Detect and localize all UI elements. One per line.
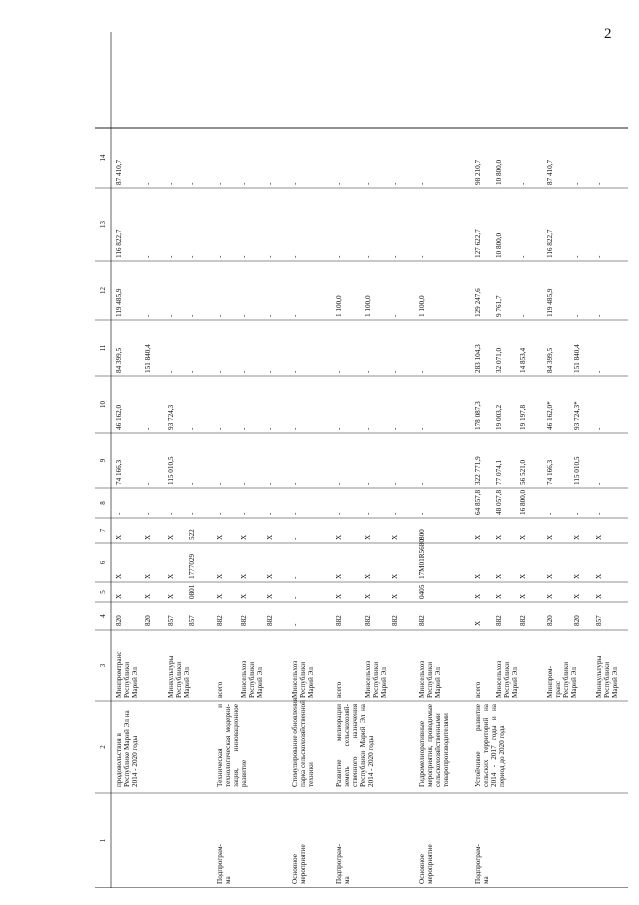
cell-col4: 857 bbox=[595, 615, 603, 626]
cell-col3: Минсельхоз Республики Марий Эл bbox=[240, 660, 265, 698]
cell-col14: - bbox=[167, 182, 175, 185]
cell-col7: X bbox=[519, 534, 527, 540]
cell-col11: - bbox=[188, 370, 196, 373]
cell-col7: X bbox=[115, 534, 123, 540]
cell-col14: 98 210,7 bbox=[474, 159, 482, 185]
column-number: 1 bbox=[99, 838, 107, 843]
cell-col6: X bbox=[216, 573, 224, 579]
cell-col2: Развитие мелиорации земель сельскохозяй-ственного назначения Республики Марий Эл на 2014 - 2020 годы bbox=[335, 704, 376, 787]
cell-col11: - bbox=[167, 370, 175, 373]
cell-col13: - bbox=[216, 255, 224, 258]
cell-col4: 882 bbox=[495, 615, 503, 626]
cell-col1: Основное мероприятие bbox=[291, 844, 308, 884]
cell-col9: - bbox=[364, 482, 372, 485]
cell-col9: 74 166,3 bbox=[546, 459, 554, 485]
cell-col8: - bbox=[335, 512, 343, 515]
cell-col6: X bbox=[546, 573, 554, 579]
column-number: 6 bbox=[99, 560, 107, 565]
cell-col7: X bbox=[167, 534, 175, 540]
cell-col7: X bbox=[573, 534, 581, 540]
cell-col4: 820 bbox=[546, 615, 554, 626]
cell-col6: X bbox=[573, 573, 581, 579]
column-number: 12 bbox=[99, 287, 107, 294]
cell-col2: Техническая и технологическая модерни-зация, инновационное развитие bbox=[216, 704, 249, 787]
cell-col9: 115 010,5 bbox=[573, 456, 581, 485]
cell-col5: X bbox=[266, 593, 274, 599]
cell-col9: 77 074,1 bbox=[495, 459, 503, 485]
cell-col4: 820 bbox=[115, 615, 123, 626]
cell-col8: - bbox=[364, 512, 372, 515]
column-number: 11 bbox=[99, 344, 107, 352]
cell-col11: - bbox=[216, 370, 224, 373]
cell-col12: - bbox=[391, 314, 399, 317]
cell-col4: 882 bbox=[335, 615, 343, 626]
cell-col11: 151 840,4 bbox=[144, 344, 152, 373]
cell-col8: 16 800,0 bbox=[519, 489, 527, 515]
cell-col12: 1 100,0 bbox=[335, 295, 343, 317]
cell-col5: X bbox=[335, 593, 343, 599]
cell-col13: - bbox=[418, 255, 426, 258]
cell-col5: X bbox=[115, 593, 123, 599]
cell-col9: - bbox=[240, 482, 248, 485]
cell-col2: Стимулирование обновления парка сельскохозяйственной техники bbox=[291, 697, 316, 787]
cell-col14: - bbox=[418, 182, 426, 185]
cell-col1: Подпрограм- ма bbox=[216, 844, 233, 884]
cell-col9: - bbox=[266, 482, 274, 485]
cell-col7: X bbox=[595, 534, 603, 540]
cell-col12: - bbox=[573, 314, 581, 317]
cell-col6: - bbox=[291, 576, 299, 579]
cell-col8: - bbox=[144, 512, 152, 515]
cell-col7: X bbox=[266, 534, 274, 540]
column-number: 5 bbox=[99, 590, 107, 594]
cell-col10: - bbox=[391, 427, 399, 430]
cell-col9: 56 521,0 bbox=[519, 459, 527, 485]
cell-col3: Минкультуры Республики Марий Эл bbox=[167, 655, 192, 698]
cell-col10: - bbox=[266, 427, 274, 430]
cell-col8: - bbox=[391, 512, 399, 515]
table-content bbox=[95, 32, 628, 888]
page-number: 2 bbox=[604, 26, 612, 42]
cell-col6: 1777029 bbox=[188, 553, 196, 579]
cell-col6: X bbox=[144, 573, 152, 579]
cell-col5: - bbox=[291, 596, 299, 599]
cell-col3: Минпромтранс Республики Марий Эл bbox=[115, 651, 140, 698]
cell-col12: 1 100,0 bbox=[418, 295, 426, 317]
cell-col12: 119 485,9 bbox=[115, 288, 123, 317]
cell-col9: - bbox=[595, 482, 603, 485]
cell-col3: Минсельхоз Республики Марий Эл bbox=[364, 660, 389, 698]
cell-col3: всего bbox=[474, 681, 482, 698]
cell-col14: 87 410,7 bbox=[115, 159, 123, 185]
cell-col14: - bbox=[188, 182, 196, 185]
cell-col12: 9 761,7 bbox=[495, 295, 503, 317]
cell-col10: 93 724,3 bbox=[167, 404, 175, 430]
cell-col5: X bbox=[595, 593, 603, 599]
cell-col12: - bbox=[519, 314, 527, 317]
cell-col8: - bbox=[291, 512, 299, 515]
cell-col9: - bbox=[291, 482, 299, 485]
cell-col11: - bbox=[418, 370, 426, 373]
cell-col5: X bbox=[546, 593, 554, 599]
cell-col10: 178 087,3 bbox=[474, 401, 482, 430]
cell-col4: X bbox=[474, 620, 482, 626]
cell-col6: X bbox=[519, 573, 527, 579]
cell-col13: - bbox=[573, 255, 581, 258]
cell-col6: X bbox=[167, 573, 175, 579]
cell-col5: X bbox=[495, 593, 503, 599]
cell-col5: 0405 bbox=[418, 584, 426, 599]
cell-col11: 283 104,3 bbox=[474, 344, 482, 373]
cell-col12: - bbox=[167, 314, 175, 317]
cell-col8: 64 857,8 bbox=[474, 489, 482, 515]
cell-col5: X bbox=[167, 593, 175, 599]
cell-col4: 857 bbox=[188, 615, 196, 626]
cell-col7: - bbox=[291, 537, 299, 540]
cell-col11: 151 840,4 bbox=[573, 344, 581, 373]
cell-col10: - bbox=[144, 427, 152, 430]
cell-col13: 116 822,7 bbox=[546, 229, 554, 258]
cell-col3: Минкультуры Республики Марий Эл bbox=[595, 655, 620, 698]
cell-col5: X bbox=[144, 593, 152, 599]
cell-col10: 19 197,8 bbox=[519, 404, 527, 430]
cell-col4: 882 bbox=[364, 615, 372, 626]
rotated-table bbox=[95, 32, 628, 888]
cell-col3: Минсельхоз Республики Марий Эл bbox=[418, 660, 443, 698]
cell-col5: 0801 bbox=[188, 584, 196, 599]
column-number: 9 bbox=[99, 458, 107, 463]
cell-col6: X bbox=[240, 573, 248, 579]
cell-col6: X bbox=[391, 573, 399, 579]
cell-col13: - bbox=[266, 255, 274, 258]
cell-col10: - bbox=[418, 427, 426, 430]
cell-col4: 882 bbox=[519, 615, 527, 626]
cell-col7: X bbox=[240, 534, 248, 540]
cell-col8: - bbox=[546, 512, 554, 515]
cell-col11: 84 399,5 bbox=[115, 347, 123, 373]
column-number: 4 bbox=[99, 614, 107, 618]
column-number: 3 bbox=[99, 663, 107, 668]
cell-col6: X bbox=[495, 573, 503, 579]
cell-col9: - bbox=[418, 482, 426, 485]
cell-col4: 820 bbox=[144, 615, 152, 626]
cell-col14: - bbox=[364, 182, 372, 185]
cell-col1: Подпрограм- ма bbox=[335, 844, 352, 884]
cell-col2: продовольствия в Республике Марий Эл на 2014 - 2020 годы bbox=[115, 710, 140, 787]
cell-col11: 14 853,4 bbox=[519, 347, 527, 373]
cell-col13: - bbox=[144, 255, 152, 258]
cell-col3: Минсельхоз Республики Марий Эл bbox=[495, 660, 520, 698]
cell-col13: 127 622,7 bbox=[474, 229, 482, 258]
cell-col2: Гидромелиоративные мероприятия, проводимые сельскохозяйственными товаропроизводителями bbox=[418, 704, 451, 787]
cell-col13: - bbox=[291, 255, 299, 258]
cell-col11: 84 399,5 bbox=[546, 347, 554, 373]
cell-col5: X bbox=[391, 593, 399, 599]
cell-col8: - bbox=[216, 512, 224, 515]
cell-col4: 882 bbox=[391, 615, 399, 626]
column-number: 10 bbox=[99, 401, 107, 408]
cell-col9: 322 771,9 bbox=[474, 456, 482, 485]
cell-col8: - bbox=[418, 512, 426, 515]
cell-col9: 115 010,5 bbox=[167, 456, 175, 485]
cell-col13: 10 800,0 bbox=[495, 232, 503, 258]
cell-col7: X bbox=[335, 534, 343, 540]
cell-col7: 522 bbox=[188, 529, 196, 540]
cell-col13: - bbox=[240, 255, 248, 258]
cell-col13: - bbox=[519, 255, 527, 258]
cell-col12: - bbox=[144, 314, 152, 317]
cell-col8: - bbox=[595, 512, 603, 515]
column-number: 8 bbox=[99, 501, 107, 505]
cell-col8: - bbox=[115, 512, 123, 515]
column-number: 14 bbox=[99, 154, 107, 162]
cell-col10: - bbox=[335, 427, 343, 430]
cell-col11: - bbox=[364, 370, 372, 373]
cell-col10: - bbox=[595, 427, 603, 430]
cell-col11: - bbox=[266, 370, 274, 373]
cell-col14: - bbox=[266, 182, 274, 185]
cell-col12: - bbox=[188, 314, 196, 317]
cell-col9: - bbox=[216, 482, 224, 485]
cell-col14: - bbox=[391, 182, 399, 185]
cell-col4: 882 bbox=[266, 615, 274, 626]
cell-col7: X bbox=[144, 534, 152, 540]
cell-col8: - bbox=[573, 512, 581, 515]
cell-col14: - bbox=[573, 182, 581, 185]
cell-col11: - bbox=[291, 370, 299, 373]
cell-col14: - bbox=[335, 182, 343, 185]
cell-col7: X bbox=[495, 534, 503, 540]
cell-col14: - bbox=[595, 182, 603, 185]
cell-col1: Подпрограм- ма bbox=[474, 844, 491, 884]
cell-col14: - bbox=[144, 182, 152, 185]
cell-col14: 87 410,7 bbox=[546, 159, 554, 185]
column-number: 2 bbox=[99, 745, 107, 749]
cell-col10: - bbox=[216, 427, 224, 430]
cell-col13: - bbox=[335, 255, 343, 258]
cell-col7: X bbox=[216, 534, 224, 540]
cell-col2: Устойчивое развитие сельских территорий на 2014 - 2017 годы и на период до 2020 года bbox=[474, 704, 507, 787]
cell-col8: - bbox=[266, 512, 274, 515]
cell-col5: X bbox=[519, 593, 527, 599]
cell-col14: 10 800,0 bbox=[495, 159, 503, 185]
cell-col5: X bbox=[474, 593, 482, 599]
cell-col1: Основное мероприятие bbox=[418, 844, 435, 884]
cell-col4: 820 bbox=[573, 615, 581, 626]
cell-col10: - bbox=[291, 427, 299, 430]
cell-col10: 19 003,2 bbox=[495, 404, 503, 430]
cell-col8: - bbox=[188, 512, 196, 515]
cell-col12: - bbox=[240, 314, 248, 317]
cell-col14: - bbox=[291, 182, 299, 185]
cell-col6: X bbox=[335, 573, 343, 579]
cell-col10: - bbox=[240, 427, 248, 430]
cell-col9: - bbox=[335, 482, 343, 485]
cell-col5: X bbox=[364, 593, 372, 599]
cell-col4: 857 bbox=[167, 615, 175, 626]
cell-col12: - bbox=[266, 314, 274, 317]
cell-col11: - bbox=[595, 370, 603, 373]
column-number: 7 bbox=[99, 528, 107, 533]
cell-col13: 116 822,7 bbox=[115, 229, 123, 258]
cell-col7: X bbox=[391, 534, 399, 540]
cell-col13: - bbox=[188, 255, 196, 258]
cell-col3: Минпром- транс Республики Марий Эл bbox=[546, 661, 579, 698]
cell-col14: - bbox=[519, 182, 527, 185]
cell-col13: - bbox=[391, 255, 399, 258]
cell-col12: - bbox=[595, 314, 603, 317]
cell-col7: X bbox=[474, 534, 482, 540]
cell-col5: X bbox=[573, 593, 581, 599]
cell-col14: - bbox=[240, 182, 248, 185]
cell-col13: - bbox=[167, 255, 175, 258]
cell-col4: 882 bbox=[216, 615, 224, 626]
cell-col12: 129 247,6 bbox=[474, 288, 482, 317]
cell-col13: - bbox=[595, 255, 603, 258]
cell-col13: - bbox=[364, 255, 372, 258]
cell-col10: 46 162,0 bbox=[115, 404, 123, 430]
cell-col12: - bbox=[291, 314, 299, 317]
cell-col11: - bbox=[335, 370, 343, 373]
cell-col6: X bbox=[474, 573, 482, 579]
cell-col9: - bbox=[391, 482, 399, 485]
cell-col8: - bbox=[167, 512, 175, 515]
cell-col11: - bbox=[240, 370, 248, 373]
cell-col9: - bbox=[144, 482, 152, 485]
cell-col9: 74 166,3 bbox=[115, 459, 123, 485]
cell-col12: 119 485,9 bbox=[546, 288, 554, 317]
cell-col7: 800 bbox=[418, 529, 426, 540]
cell-col5: X bbox=[216, 593, 224, 599]
cell-col6: X bbox=[364, 573, 372, 579]
cell-col3: Минсельхоз Республики Марий Эл bbox=[291, 660, 316, 698]
column-number: 13 bbox=[99, 221, 107, 228]
cell-col12: - bbox=[216, 314, 224, 317]
cell-col3: всего bbox=[335, 681, 343, 698]
cell-col4: 882 bbox=[418, 615, 426, 626]
cell-col9: - bbox=[188, 482, 196, 485]
cell-col4: - bbox=[291, 623, 299, 626]
cell-col8: - bbox=[240, 512, 248, 515]
cell-col4: 882 bbox=[240, 615, 248, 626]
cell-col7: X bbox=[546, 534, 554, 540]
cell-col6: X bbox=[595, 573, 603, 579]
cell-col11: - bbox=[391, 370, 399, 373]
cell-col14: - bbox=[216, 182, 224, 185]
cell-col5: X bbox=[240, 593, 248, 599]
cell-col6: X bbox=[115, 573, 123, 579]
cell-col10: - bbox=[188, 427, 196, 430]
cell-col3: всего bbox=[216, 681, 224, 698]
cell-col8: 48 057,8 bbox=[495, 489, 503, 515]
cell-col6: X bbox=[266, 573, 274, 579]
cell-col12: 1 100,0 bbox=[364, 295, 372, 317]
cell-col10: 93 724,3* bbox=[573, 401, 581, 430]
cell-col6: 17М01R5680 bbox=[418, 539, 426, 579]
cell-col7: X bbox=[364, 534, 372, 540]
cell-col10: - bbox=[364, 427, 372, 430]
cell-col10: 46 162,0* bbox=[546, 401, 554, 430]
cell-col11: 32 071,0 bbox=[495, 347, 503, 373]
